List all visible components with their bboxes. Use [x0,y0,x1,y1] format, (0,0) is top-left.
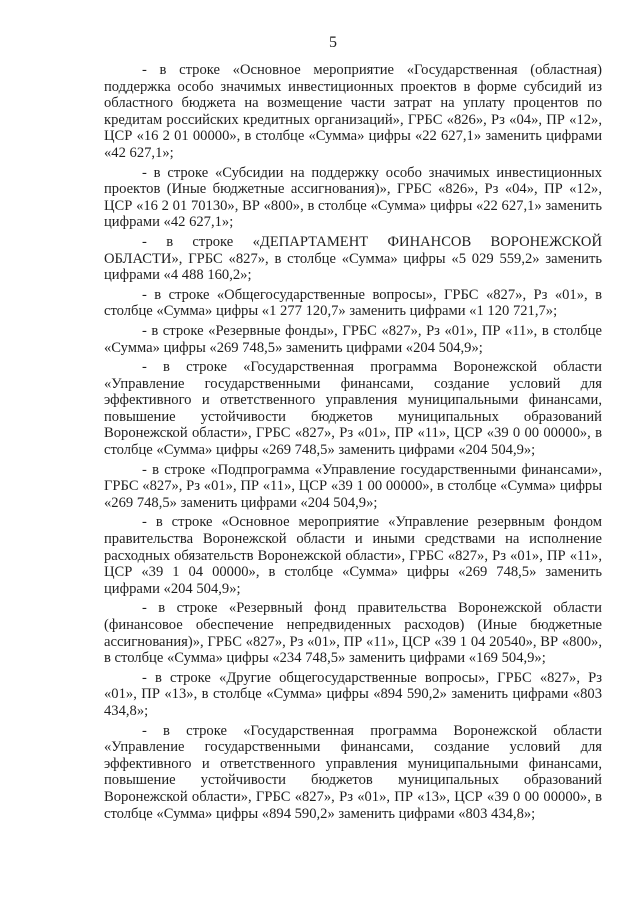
paragraph: - в строке «Субсидии на поддержку особо значимых инвестиционных проектов (Иные бюджетные ассигнования)», ГРБС «826», Рз «04», ПР «12», ЦСР «16 2 01 70130», ВР «800», в столбце «Сумма» цифры «22 627,1» заменить цифрами «42 627,1»; [104,164,602,231]
paragraph: - в строке «Государственная программа Воронежской области «Управление государственными финансами, создание условий для эффективного и ответственного управления муниципальными финансами, повышение устойчивости бюджетов муниципальных образований Воронежской области», ГРБС «827», Рз «01», ПР «11», ЦСР «39 0 00 00000», в столбце «Сумма» цифры «269 748,5» заменить цифрами «204 504,9»; [104,359,602,459]
paragraph: - в строке «Государственная программа Воронежской области «Управление государственными финансами, создание условий для эффективного и ответственного управления муниципальными финансами, повышение устойчивости бюджетов муниципальных образований Воронежской области», ГРБС «827», Рз «01», ПР «13», ЦСР «39 0 00 00000», в столбце «Сумма» цифры «894 590,2» заменить цифрами «803 434,8»; [104,722,602,822]
paragraph: - в строке «Подпрограмма «Управление государственными финансами», ГРБС «827», Рз «01», ПР «11», ЦСР «39 1 00 00000», в столбце «Сумма» цифры «269 748,5» заменить цифрами «204 504,9»; [104,461,602,511]
paragraph: - в строке «Основное мероприятие «Управление резервным фондом правительства Воронежской области и иными средствами на исполнение расходных обязательств Воронежской области», ГРБС «827», Рз «01», ПР «11», ЦСР «39 1 04 00000», в столбце «Сумма» цифры «269 748,5» заменить цифрами «204 504,9»; [104,514,602,597]
paragraph: - в строке «Резервный фонд правительства Воронежской области (финансовое обеспечение непредвиденных расходов) (Иные бюджетные ассигнования)», ГРБС «827», Рз «01», ПР «11», ЦСР «39 1 04 20540», ВР «800», в столбце «Сумма» цифры «234 748,5» заменить цифрами «169 504,9»; [104,600,602,667]
paragraph: - в строке «Резервные фонды», ГРБС «827», Рз «01», ПР «11», в столбце «Сумма» цифры «269 748,5» заменить цифрами «204 504,9»; [104,322,602,356]
paragraph: - в строке «Основное мероприятие «Государственная (областная) поддержка особо значимых инвестиционных проектов в форме субсидий из областного бюджета на возмещение части затрат на уплату процентов по кредитам российских кредитных организаций», ГРБС «826», Рз «04», ПР «12», ЦСР «16 2 01 00000», в столбце «Сумма» цифры «22 627,1» заменить цифрами «42 627,1»; [104,62,602,161]
page-number: 5 [329,34,337,51]
paragraph: - в строке «ДЕПАРТАМЕНТ ФИНАНСОВ ВОРОНЕЖСКОЙ ОБЛАСТИ», ГРБС «827», в столбце «Сумма» цифры «5 029 559,2» заменить цифрами «4 488 160,2»; [104,233,602,284]
paragraph: - в строке «Другие общегосударственные вопросы», ГРБС «827», Рз «01», ПР «13», в столбце «Сумма» цифры «894 590,2» заменить цифрами «803 434,8»; [104,669,602,719]
paragraph: - в строке «Общегосударственные вопросы», ГРБС «827», Рз «01», в столбце «Сумма» цифры «1 277 120,7» заменить цифрами «1 120 721,7»; [104,286,602,320]
